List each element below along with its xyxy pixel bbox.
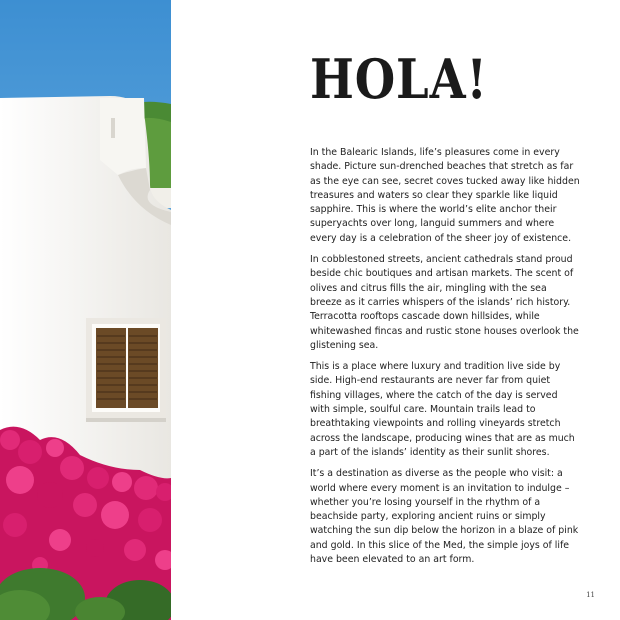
page-title: HOLA! xyxy=(310,47,488,111)
paragraph-3: This is a place where luxury and tradition live side by side. High-end restaurants are never far from quiet fishing villages, where the catch of the day is served with simple, soulful care. Mountain trails lead to breathtaking viewpoints and rolling vineyards stretch across the landscape, producing wines that are as much a part of the islands’ identity as their sunlit shores. xyxy=(310,361,575,458)
page-number: 11 xyxy=(586,591,595,599)
article-body xyxy=(310,47,580,574)
hero-photo xyxy=(0,0,171,620)
paragraph-1: In the Balearic Islands, life’s pleasures come in every shade. Picture sun-drenched beaches that stretch as far as the eye can see, secret coves tucked away like hidden treasures and waters so clear they sparkle like liquid sapphire. This is where the world’s elite anchor their superyachts over long, languid summers and where every day is a celebration of the sheer joy of existence. xyxy=(310,147,580,244)
whitewashed-house-illustration xyxy=(0,0,171,620)
paragraph-2: In cobblestoned streets, ancient cathedrals stand proud beside chic boutiques and artisan markets. The scent of olives and citrus fills the air, mingling with the sea breeze as it carries whispers of the islands’ rich history. Terracotta rooftops cascade down hillsides, while whitewashed fincas and rustic stone houses overlook the glistening sea. xyxy=(310,254,579,351)
paragraph-4: It’s a destination as diverse as the people who visit: a world where every moment is an invitation to indulge –whether you’re losing yourself in the rhythm of a beachside party, exploring ancient ruins or simply watching the sun dip below the horizon in a blaze of pink and gold. In this slice of the Med, the simple joys of life have been elevated to an art form. xyxy=(310,468,579,566)
